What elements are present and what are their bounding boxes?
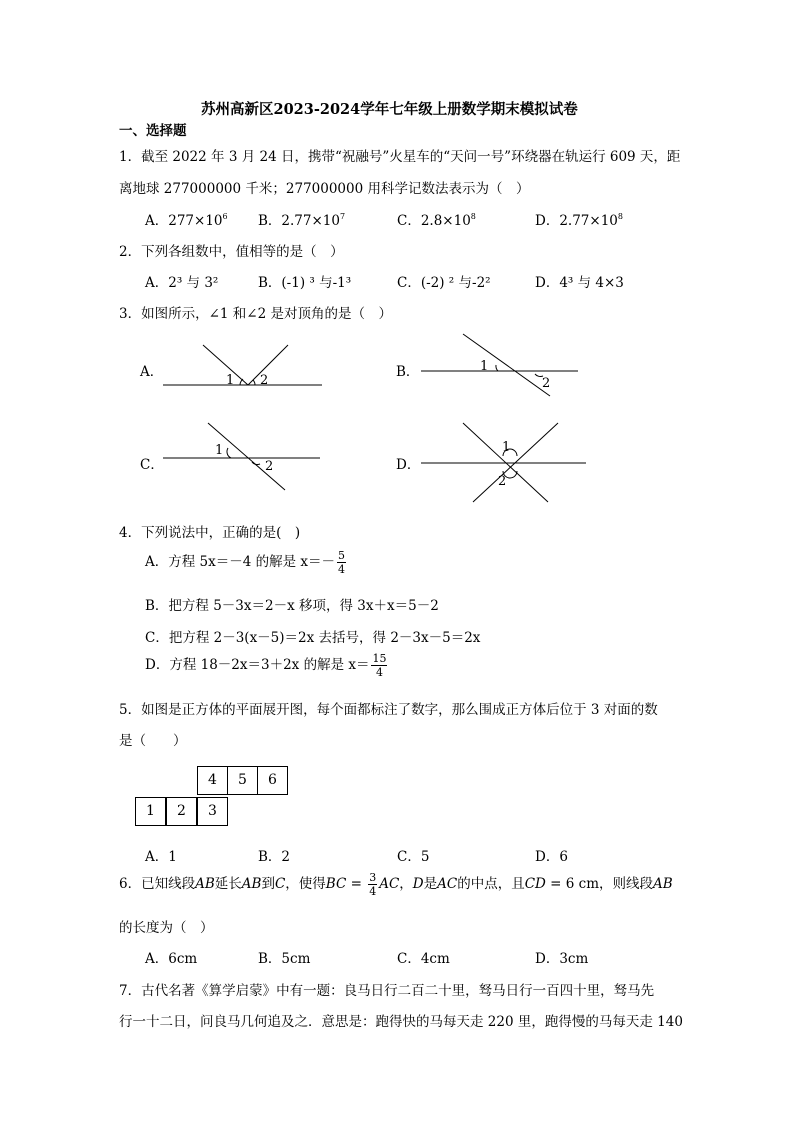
page-title: 苏州高新区2023-2024学年七年级上册数学期末模拟试卷: [201, 101, 578, 118]
q3-figure-d: [418, 418, 588, 503]
q6-option-d: D．3cm: [535, 951, 589, 967]
q3-label-d: D．: [396, 457, 421, 473]
q7-line1: 7．古代名著《算学启蒙》中有一题：良马日行二百二十里，驽马日行一百四十里，驽马先: [119, 983, 655, 999]
fraction: $\frac{5}{4}$: [338, 549, 346, 576]
q2-option-a: A．2³ 与 3²: [145, 275, 219, 291]
net-cell-1: 1: [135, 797, 166, 826]
q2-option-d: D．4³ 与 4×3: [535, 275, 624, 291]
q5-line1: 5．如图是正方体的平面展开图，每个面都标注了数字，那么围成正方体后位于 3 对面的数: [119, 702, 658, 718]
fraction: $\frac{15}{4}$: [372, 652, 387, 679]
q1-option-b: B．$2.77\times 10^7$: [258, 212, 346, 229]
fraction: $\frac{3}{4}$: [369, 871, 377, 898]
q2-stem: 2．下列各组数中，值相等的是（ ）: [119, 244, 344, 260]
section-heading: 一、选择题: [119, 123, 187, 139]
q3-label-b: B．: [396, 364, 420, 380]
q6-option-c: C．4cm: [397, 951, 450, 967]
q1-line2: 离地球 277000000 千米；277000000 用科学记数法表示为（ ）: [119, 181, 530, 197]
q6-line1: 6．已知线段AB延长AB到C，使得BC = $\frac{3}{4}$ AC，D是AC的中点，且CD = 6 cm，则线段AB: [119, 871, 673, 898]
q4-option-c: C．把方程 2－3(x－5)＝2x 去括号，得 2－3x－5＝2x: [145, 630, 481, 646]
q1-option-d: D．$2.77\times 10^8$: [535, 212, 623, 229]
q3-figure-b: [418, 330, 583, 400]
svg-text:1: 1: [480, 359, 489, 374]
net-cell-6: 6: [257, 766, 288, 795]
q5-option-b: B．2: [258, 849, 291, 865]
net-cell-4: 4: [197, 766, 228, 795]
q6-line2: 的长度为（ ）: [119, 920, 214, 936]
cube-net: [135, 766, 295, 828]
q3-figure-a: [160, 340, 325, 395]
q4-option-d: D．方程 18－2x＝3＋2x 的解是 x＝ $\frac{15}{4}$: [145, 652, 387, 679]
q7-line2: 行一十二日，问良马几何追及之．意思是：跑得快的马每天走 220 里，跑得慢的马每天走 140: [119, 1014, 683, 1030]
q4-option-b: B．把方程 5－3x＝2－x 移项，得 3x＋x＝5－2: [145, 598, 439, 614]
net-cell-3: 3: [197, 797, 228, 826]
q3-stem: 3．如图所示，∠1 和∠2 是对顶角的是（ ）: [119, 306, 392, 322]
q1-line1: 1．截至 2022 年 3 月 24 日，携带“祝融号”火星车的“天问一号”环绕器在轨运行 609 天，距: [119, 149, 681, 165]
q2-option-c: C．(-2) ² 与-2²: [397, 275, 491, 291]
q4-stem: 4．下列说法中，正确的是( ): [119, 525, 301, 541]
net-cell-5: 5: [227, 766, 258, 795]
q5-option-d: D．6: [535, 849, 568, 865]
svg-text:2: 2: [498, 474, 507, 489]
q1-option-a: A．$277\times 10^6$: [145, 212, 228, 229]
q5-line2: 是（ ）: [119, 733, 187, 749]
svg-text:1: 1: [215, 443, 224, 458]
q5-option-c: C．5: [397, 849, 430, 865]
q3-label-c: C．: [140, 457, 164, 473]
q3-figure-c: [160, 418, 325, 493]
net-cell-2: 2: [166, 797, 197, 826]
q4-option-a: A．方程 5x＝－4 的解是 x＝－ $\frac{5}{4}$: [145, 549, 346, 576]
q3-label-a: A．: [140, 364, 164, 380]
q1-option-c: C．$2.8\times 10^8$: [397, 212, 476, 229]
angle-1-label: 1: [226, 373, 235, 388]
svg-text:2: 2: [265, 459, 274, 474]
svg-text:2: 2: [542, 376, 551, 391]
angle-2-label: 2: [260, 373, 269, 388]
q6-option-a: A．6cm: [145, 951, 198, 967]
q2-option-b: B．(-1) ³ 与-1³: [258, 275, 352, 291]
q6-option-b: B．5cm: [258, 951, 311, 967]
svg-text:1: 1: [502, 440, 511, 455]
q5-option-a: A．1: [145, 849, 177, 865]
